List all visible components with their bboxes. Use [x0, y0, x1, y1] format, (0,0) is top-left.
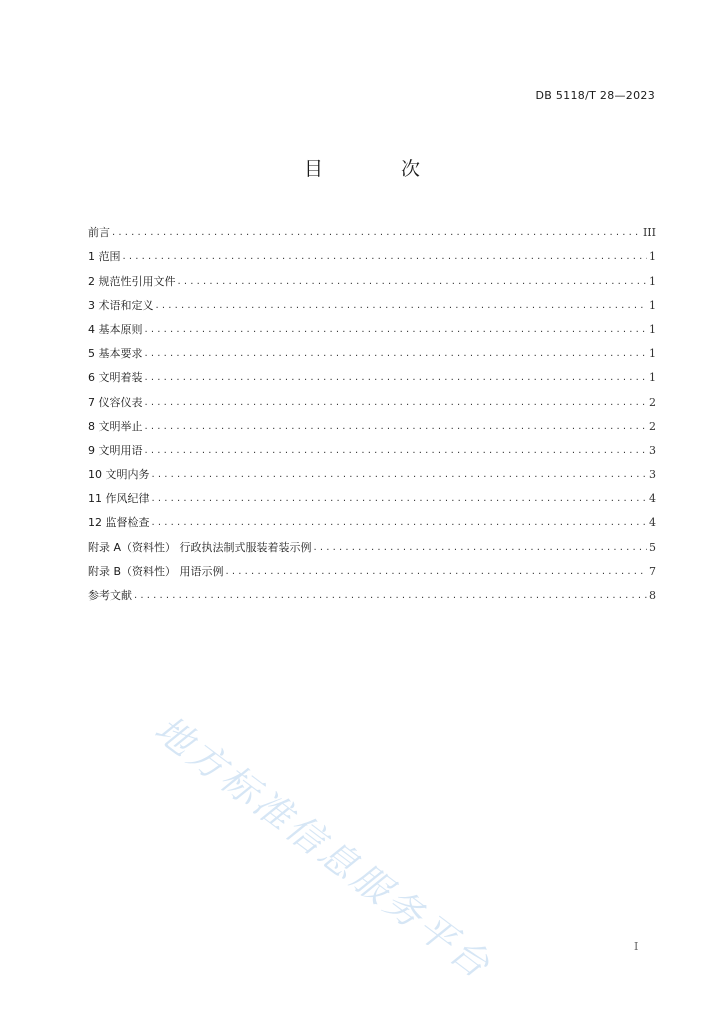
document-code: DB 5118/T 28—2023 — [535, 89, 655, 102]
toc-dot-leader — [145, 321, 648, 339]
toc-dot-leader — [145, 369, 648, 387]
toc-entry-foreword[interactable] — [88, 218, 656, 242]
toc-dot-leader — [145, 418, 648, 436]
page-number: I — [634, 940, 639, 953]
toc-entry-basic-principles[interactable] — [88, 315, 656, 339]
toc-entry-language[interactable] — [88, 436, 656, 460]
toc-title: 目 次 — [303, 158, 457, 180]
toc-entry-appearance[interactable] — [88, 387, 656, 411]
toc-dot-leader — [152, 490, 648, 508]
toc-dot-leader — [156, 297, 648, 315]
toc-entry-page: 1 — [649, 250, 656, 264]
toc-dot-leader — [145, 442, 648, 460]
toc-dot-leader — [152, 466, 648, 484]
toc-entry-label: 附录 A（资料性） 行政执法制式服装着装示例 — [88, 540, 312, 554]
toc-dot-leader — [123, 248, 648, 266]
toc-dot-leader — [226, 563, 647, 581]
toc-entry-label: 前言 — [88, 226, 110, 240]
toc-entry-label: 4 基本原则 — [88, 322, 143, 336]
toc-entry-discipline[interactable] — [88, 484, 656, 508]
toc-entry-scope[interactable] — [88, 242, 656, 266]
toc-entry-page: 2 — [649, 395, 656, 409]
toc-entry-label: 12 监督检查 — [88, 516, 150, 530]
toc-entry-page: 1 — [649, 274, 656, 288]
toc-entry-housekeeping[interactable] — [88, 460, 656, 484]
toc-entry-page: 3 — [649, 443, 656, 457]
toc-entry-normative-references[interactable] — [88, 266, 656, 290]
toc-entry-label: 附录 B（资料性） 用语示例 — [88, 564, 224, 578]
toc-entry-label: 8 文明举止 — [88, 419, 143, 433]
toc-dot-leader — [314, 539, 647, 557]
toc-entry-page: 5 — [649, 540, 656, 554]
toc-dot-leader — [145, 345, 648, 363]
toc-entry-label: 5 基本要求 — [88, 347, 143, 361]
toc-entry-page: III — [642, 226, 656, 240]
toc-dot-leader — [134, 587, 647, 605]
toc-entry-conduct[interactable] — [88, 412, 656, 436]
toc-entry-page: 1 — [649, 347, 656, 361]
toc-entry-page: 1 — [649, 322, 656, 336]
toc-entry-label: 1 范围 — [88, 250, 121, 264]
toc-dot-leader — [112, 224, 641, 242]
toc-entry-appendix-b[interactable] — [88, 557, 656, 581]
toc-entry-label: 7 仪容仪表 — [88, 395, 143, 409]
toc-entry-page: 2 — [649, 419, 656, 433]
toc-entry-dress[interactable] — [88, 363, 656, 387]
toc-entry-appendix-a[interactable] — [88, 532, 656, 556]
toc-entry-label: 10 文明内务 — [88, 468, 150, 482]
toc-entry-label: 3 术语和定义 — [88, 298, 154, 312]
table-of-contents — [88, 218, 656, 605]
watermark: 地方标准信息服务平台 — [146, 707, 501, 989]
toc-entry-page: 1 — [649, 298, 656, 312]
toc-entry-basic-requirements[interactable] — [88, 339, 656, 363]
toc-entry-label: 2 规范性引用文件 — [88, 274, 176, 288]
toc-entry-label: 6 文明着装 — [88, 371, 143, 385]
toc-entry-page: 8 — [649, 589, 656, 602]
toc-entry-bibliography[interactable] — [88, 581, 656, 605]
toc-entry-label: 11 作风纪律 — [88, 492, 150, 506]
toc-entry-page: 3 — [649, 468, 656, 482]
toc-entry-page: 7 — [649, 564, 656, 578]
toc-entry-supervision[interactable] — [88, 508, 656, 532]
toc-entry-label: 9 文明用语 — [88, 443, 143, 457]
toc-entry-terms-definitions[interactable] — [88, 291, 656, 315]
toc-entry-page: 4 — [649, 516, 656, 530]
toc-entry-page: 4 — [649, 492, 656, 506]
toc-dot-leader — [145, 394, 648, 412]
toc-entry-page: 1 — [649, 371, 656, 385]
toc-dot-leader — [178, 273, 648, 291]
toc-entry-label: 参考文献 — [88, 589, 132, 602]
toc-dot-leader — [152, 514, 648, 532]
